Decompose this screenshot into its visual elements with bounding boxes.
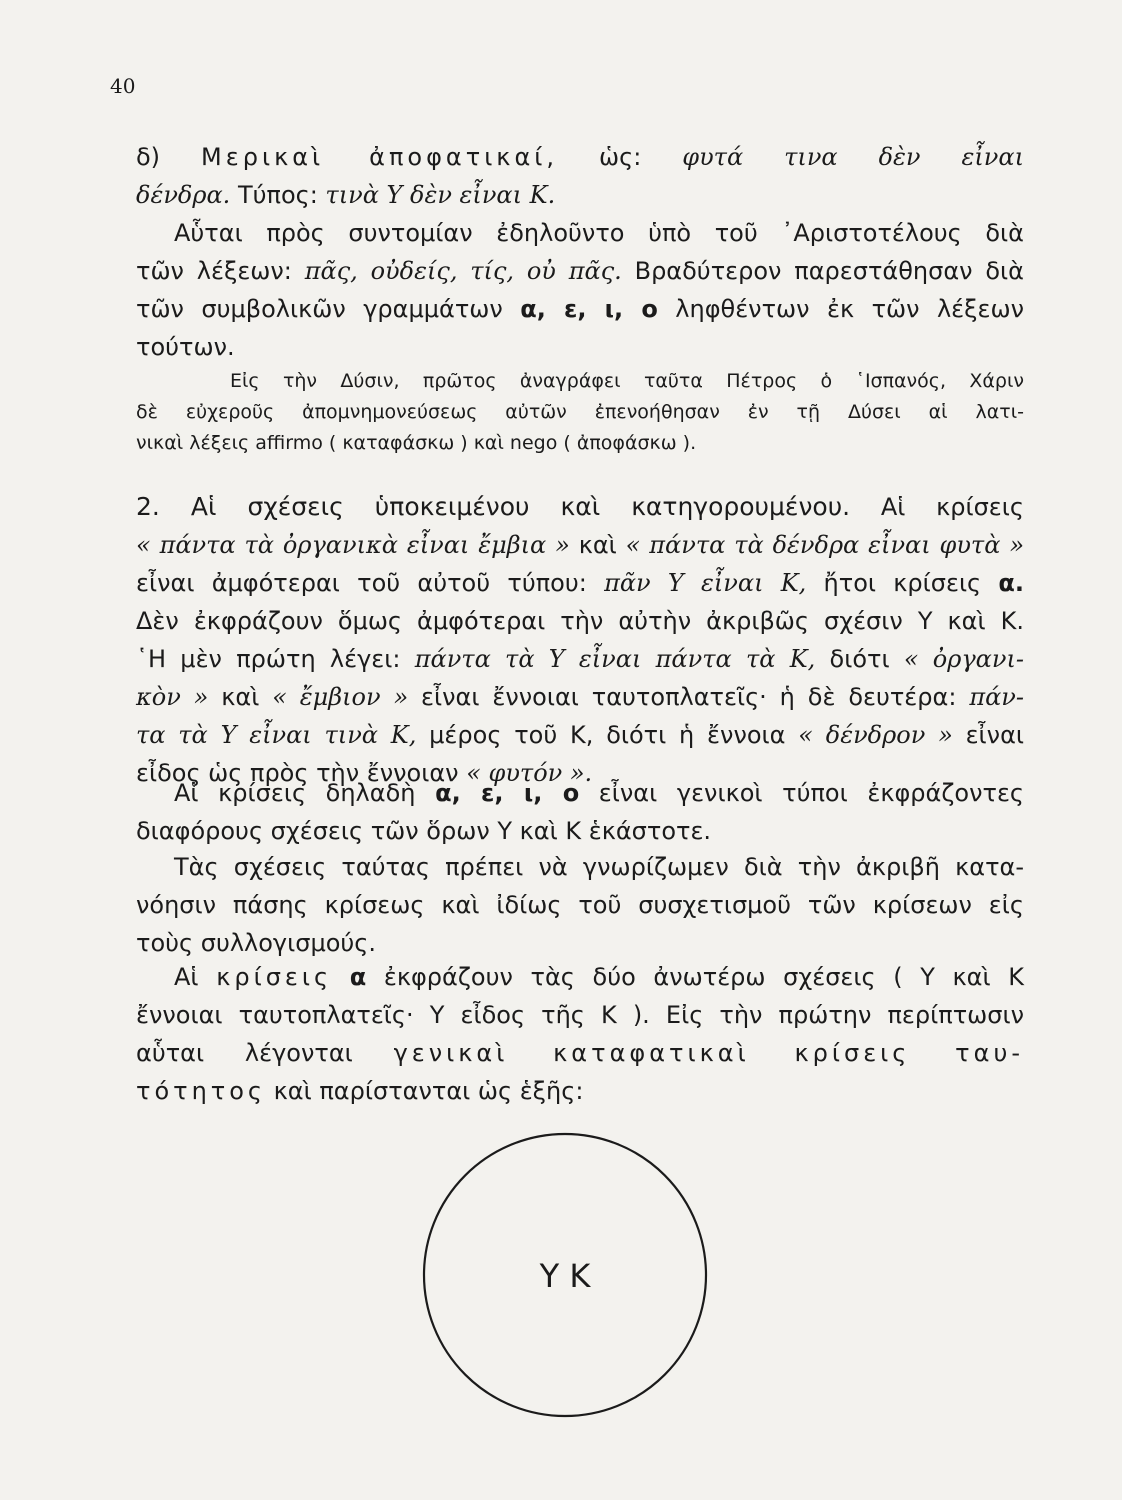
note-line: Εἰς τὴν Δύσιν, πρῶτος ἀναγράφει ταῦτα Πέτρος ὁ ῾Ισπανός, Χάριν bbox=[230, 370, 1024, 392]
text-line: ῾Η μὲν πρώτη λέγει: πάντα τὰ Υ εἶναι πάντα τὰ Κ, διότι « ὀργανι- bbox=[136, 645, 1025, 673]
footnote-block bbox=[136, 366, 1024, 459]
section-heading: 2. Αἱ σχέσεις ὑποκειμένου καὶ κατηγορουμένου. bbox=[136, 492, 851, 521]
paragraph-general-types bbox=[136, 774, 1024, 850]
text-line: διαφόρους σχέσεις τῶν ὅρων Υ καὶ Κ ἑκάστοτε. bbox=[136, 817, 712, 845]
text-line: τῶν λέξεων: πᾶς, οὐδείς, τίς, οὐ πᾶς. Βραδύτερον παρεστάθησαν διὰ bbox=[136, 257, 1025, 285]
text-line: νόησιν πάσης κρίσεως καὶ ἰδίως τοῦ συσχετισμοῦ τῶν κρίσεων εἰς bbox=[136, 891, 1024, 919]
text-line: Δὲν ἐκφράζουν ὅμως ἀμφότεραι τὴν αὐτὴν ἀκριβῶς σχέσιν Υ καὶ Κ. bbox=[136, 607, 1024, 635]
text-line: τῶν συμβολικῶν γραμμάτων α, ε, ι, ο ληφθέντων ἐκ τῶν λέξεων bbox=[136, 295, 1025, 323]
text-line: τότητος καὶ παρίστανται ὡς ἑξῆς: bbox=[136, 1077, 584, 1105]
text-line: « πάντα τὰ ὀργανικὰ εἶναι ἔμβια » καὶ « πάντα τὰ δένδρα εἶναι φυτὰ » bbox=[136, 531, 1024, 559]
paragraph-aristotle bbox=[136, 214, 1024, 366]
note-line: δὲ εὐχεροῦς ἀπομνημονεύσεως αὐτῶν ἐπενοήθησαν ἐν τῇ Δύσει αἱ λατι- bbox=[136, 401, 1024, 423]
text-line: αὗται λέγονται γενικαὶ καταφατικαὶ κρίσεις ταυ- bbox=[136, 1039, 1024, 1067]
text-line: τοὺς συλλογισμούς. bbox=[136, 929, 377, 957]
section-2 bbox=[136, 488, 1024, 792]
text-line: εἶναι ἀμφότεραι τοῦ αὐτοῦ τύπου: πᾶν Υ εἶναι Κ, ἤτοι κρίσεις α. bbox=[136, 569, 1025, 597]
page-number: 40 bbox=[110, 74, 136, 98]
text-line: εἶδος ὡς πρὸς τὴν ἔννοιαν « φυτόν ». bbox=[136, 759, 593, 787]
paragraph-a-judgements bbox=[136, 958, 1024, 1110]
text-line: Τὰς σχέσεις ταύτας πρέπει νὰ γνωρίζωμεν διὰ τὴν ἀκριβῆ κατα- bbox=[174, 853, 1024, 881]
text-line: δένδρα. Τύπος: τινὰ Υ δὲν εἶναι Κ. bbox=[136, 181, 556, 209]
text-line: 2. Αἱ σχέσεις ὑποκειμένου καὶ κατηγορουμένου. Αἱ κρίσεις bbox=[136, 492, 1024, 521]
euler-circle-diagram bbox=[420, 1130, 710, 1420]
text-line: ἔννοιαι ταυτοπλατεῖς· Υ εἶδος τῆς Κ ). Εἰς τὴν πρώτην περίπτωσιν bbox=[136, 1001, 1024, 1029]
note-line: νικαὶ λέξεις affirmo ( καταφάσκω ) καὶ nego ( ἀποφάσκω ). bbox=[136, 432, 697, 454]
paragraph-relations bbox=[136, 848, 1024, 962]
paragraph-partial-negative bbox=[136, 138, 1024, 214]
text-line: Αἱ κρίσεις δηλαδὴ α, ε, ι, ο εἶναι γενικοὶ τύποι ἐκφράζοντες bbox=[174, 779, 1024, 807]
text-line: τούτων. bbox=[136, 333, 235, 361]
circle-label: Υ Κ bbox=[539, 1257, 591, 1295]
text-line: τα τὰ Υ εἶναι τινὰ Κ, μέρος τοῦ Κ, διότι ἡ ἔννοια « δένδρον » εἶναι bbox=[136, 721, 1025, 749]
text-line: Αὗται πρὸς συντομίαν ἐδηλοῦντο ὑπὸ τοῦ ᾿Αριστοτέλους διὰ bbox=[174, 219, 1024, 247]
text-line: Αἱ κρίσεις α ἐκφράζουν τὰς δύο ἀνωτέρω σχέσεις ( Υ καὶ Κ bbox=[174, 963, 1024, 991]
text-line: δ) Μερικαὶ ἀποφατικαί, ὡς: φυτά τινα δὲν εἶναι bbox=[136, 143, 1024, 171]
text-line: κὸν » καὶ « ἔμβιον » εἶναι ἔννοιαι ταυτοπλατεῖς· ἡ δὲ δευτέρα: πάν- bbox=[136, 683, 1024, 711]
